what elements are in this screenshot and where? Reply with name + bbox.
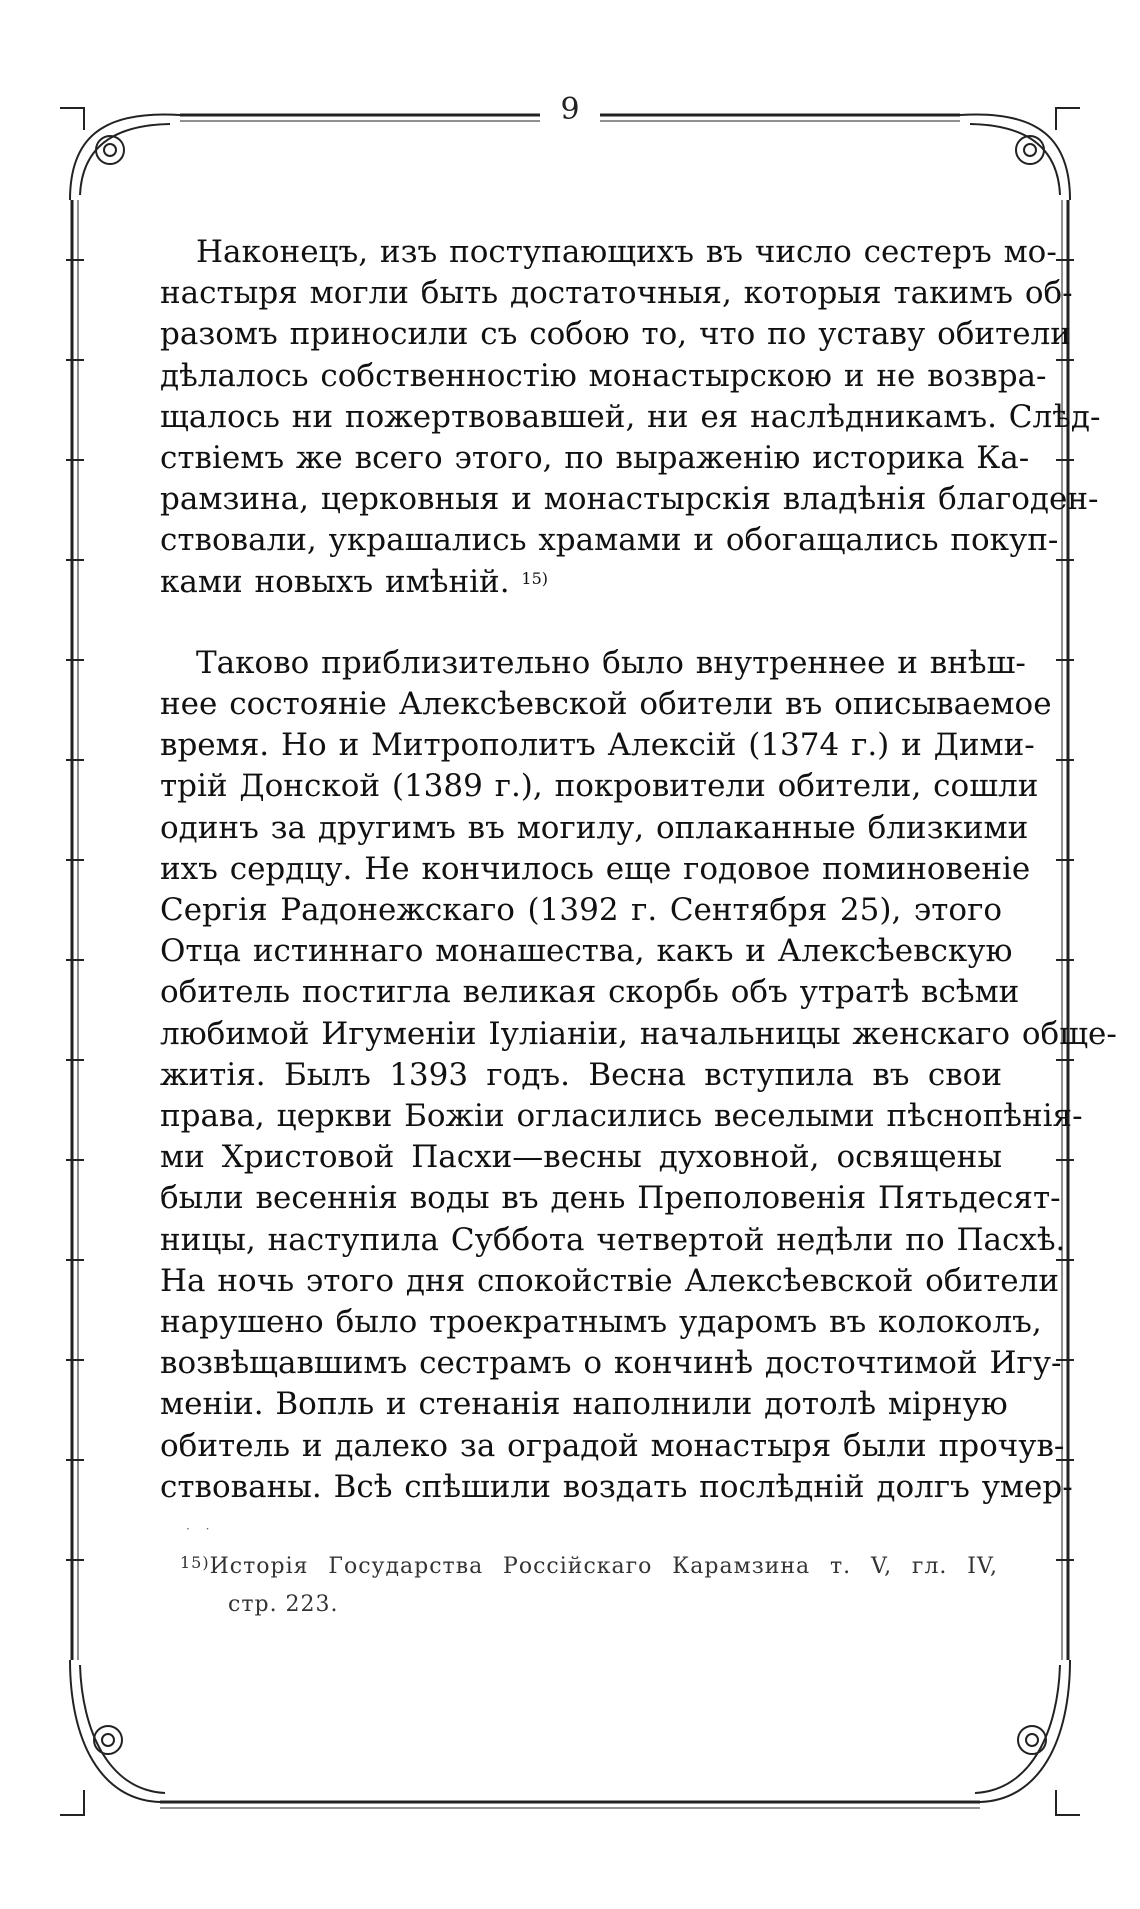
text-line: трій Донской (1389 г.), покровители обители, сошли <box>160 768 1039 805</box>
footnote-reference: 15) <box>521 568 549 588</box>
text-line: дѣлалось собственностію монастырскою и не возвра- <box>160 357 1047 394</box>
text-line: любимой Игуменіи Іуліаніи, начальницы женскаго обще- <box>160 1015 1117 1052</box>
text-line: ствованы. Всѣ спѣшили воздать послѣдній долгъ умер- <box>160 1468 1073 1505</box>
text-line: ми Христовой Пасхи—весны духовной, освящены <box>160 1139 1002 1176</box>
text-line: обитель и далеко за оградой монастыря были прочув- <box>160 1427 1065 1464</box>
text-line: возвѣщавшимъ сестрамъ о кончинѣ досточтимой Игу- <box>160 1345 1062 1382</box>
text-line: Отца истиннаго монашества, какъ и Алексѣевскую <box>160 933 1013 970</box>
text-line: Наконецъ, изъ поступающихъ въ число сестеръ мо- <box>196 234 1057 270</box>
text-line: нарушено было троекратнымъ ударомъ въ колоколъ, <box>160 1304 1042 1341</box>
text-line: обитель постигла великая скорбь объ утратѣ всѣми <box>160 974 1020 1011</box>
paragraph-1 <box>160 232 1101 603</box>
text-line: время. Но и Митрополитъ Алексій (1374 г.) и Дими- <box>160 727 1035 764</box>
footnote-marker: 15) <box>180 1553 210 1572</box>
footnote-text: Исторія Государства Россійскаго Карамзина т. V, гл. IV, <box>209 1554 998 1579</box>
text-line <box>160 562 1002 603</box>
main-text <box>160 232 1117 1508</box>
paragraph-2 <box>160 643 1117 1508</box>
text-line: житія. Былъ 1393 годъ. Весна вступила въ свои <box>160 1056 1002 1093</box>
text-line: щалось ни пожертвовавшей, ни ея наслѣдникамъ. Слѣд- <box>160 398 1101 435</box>
text-line: были весеннія воды въ день Преполовенія Пятьдесят- <box>160 1180 1061 1217</box>
footnote-separator: · · <box>186 1522 216 1536</box>
text-line: ствовали, украшались храмами и обогащались покуп- <box>160 522 1059 559</box>
footnote-line: стр. 223. <box>228 1592 339 1617</box>
page-number: 9 <box>560 92 580 127</box>
text-line: меніи. Вопль и стенанія наполнили дотолѣ мірную <box>160 1386 1008 1423</box>
text-line: разомъ приносили съ собою то, что по уставу обители <box>160 316 1071 353</box>
text-line: ницы, наступила Суббота четвертой недѣли по Пасхѣ. <box>160 1221 1066 1258</box>
text-line: одинъ за другимъ въ могилу, оплаканные близкими <box>160 809 1029 846</box>
text-line-content: ками новыхъ имѣній. <box>160 563 510 600</box>
text-line: ствіемъ же всего этого, по выраженію историка Ка- <box>160 440 1030 477</box>
text-line: права, церкви Божіи огласились веселыми пѣснопѣнія- <box>160 1098 1083 1135</box>
text-line: ихъ сердцу. Не кончилось еще годовое поминовеніе <box>160 850 1031 887</box>
text-line: рамзина, церковныя и монастырскія владѣнія благоден- <box>160 481 1099 518</box>
text-line: На ночь этого дня спокойствіе Алексѣевской обители <box>160 1262 1059 1299</box>
footnote <box>180 1548 998 1624</box>
text-line: нее состояніе Алексѣевской обители въ описываемое <box>160 686 1052 723</box>
text-line: Таково приблизительно было внутреннее и внѣш- <box>196 644 1026 681</box>
text-line: настыря могли быть достаточныя, которыя такимъ об- <box>160 275 1073 312</box>
footnote-line <box>180 1548 998 1586</box>
text-line: Сергія Радонежскаго (1392 г. Сентября 25), этого <box>160 892 1002 929</box>
